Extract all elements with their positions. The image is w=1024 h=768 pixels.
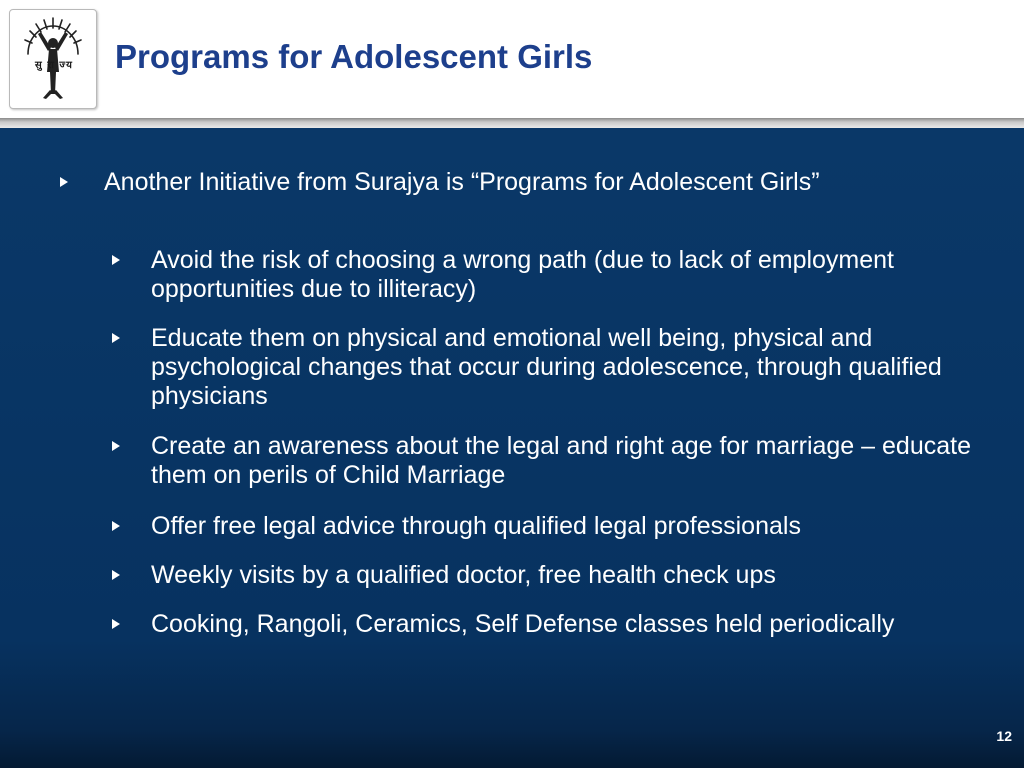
slide-title: Programs for Adolescent Girls bbox=[115, 38, 593, 75]
bullet-text: Cooking, Rangoli, Ceramics, Self Defense classes held periodically bbox=[151, 610, 895, 638]
slide-body bbox=[0, 128, 1024, 768]
sub-bullet-item bbox=[151, 512, 981, 541]
slide-header bbox=[0, 0, 1024, 118]
bullet-text: Weekly visits by a qualified doctor, free health check ups bbox=[151, 561, 776, 589]
surajya-logo bbox=[9, 9, 97, 109]
logo-text: सु रा ज्य bbox=[35, 60, 73, 71]
bullet-arrow-icon bbox=[112, 441, 120, 451]
bullet-arrow-icon bbox=[112, 255, 120, 265]
bullet-text: Educate them on physical and emotional well being, physical and psychological changes that occur during adolescence, through qualified physicians bbox=[151, 324, 942, 410]
header-divider bbox=[0, 118, 1024, 128]
bullet-arrow-icon bbox=[112, 333, 120, 343]
bullet-text: Avoid the risk of choosing a wrong path (due to lack of employment opportunities due to illiteracy) bbox=[151, 246, 895, 303]
bullet-item bbox=[104, 168, 984, 197]
bullet-text: Offer free legal advice through qualified legal professionals bbox=[151, 512, 801, 540]
bullet-arrow-icon bbox=[112, 570, 120, 580]
bullet-arrow-icon bbox=[112, 619, 120, 629]
bullet-text: Create an awareness about the legal and right age for marriage – educate them on perils of Child Marriage bbox=[151, 432, 971, 489]
sub-bullet-item bbox=[151, 246, 981, 304]
bullet-arrow-icon bbox=[112, 521, 120, 531]
sub-bullet-item bbox=[151, 610, 981, 639]
sub-bullet-item bbox=[151, 432, 981, 490]
bullet-text: Another Initiative from Surajya is “Programs for Adolescent Girls” bbox=[104, 168, 820, 196]
page-number: 12 bbox=[996, 728, 1012, 744]
sub-bullet-item bbox=[151, 561, 981, 590]
sub-bullet-item bbox=[151, 324, 981, 411]
bullet-arrow-icon bbox=[60, 177, 68, 187]
